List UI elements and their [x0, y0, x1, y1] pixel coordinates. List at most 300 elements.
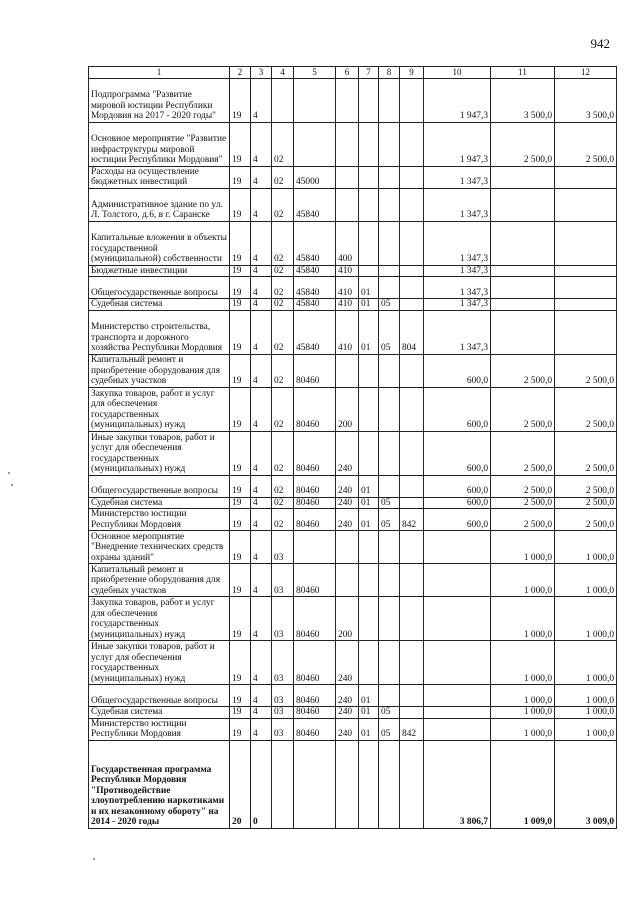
cell-col-4: 03	[272, 707, 294, 719]
scan-speck	[93, 858, 95, 860]
cell-col-6: 200	[336, 387, 359, 431]
cell-col-6	[336, 564, 359, 597]
table-row	[89, 497, 617, 509]
cell-col-5: 45840	[294, 221, 336, 265]
row-description: Бюджетные инвестиции	[89, 265, 230, 277]
cell-col-8: 05	[379, 497, 400, 509]
cell-col-6	[336, 166, 359, 188]
cell-col-2: 19	[230, 707, 251, 719]
table-row	[89, 531, 617, 564]
cell-col-6: 200	[336, 597, 359, 641]
cell-col-12: 1 000,0	[555, 707, 617, 719]
cell-col-6: 240	[336, 431, 359, 475]
cell-col-10: 600,0	[424, 431, 491, 475]
cell-col-3: 4	[251, 166, 272, 188]
column-header-12: 12	[555, 67, 617, 79]
cell-col-5: 80460	[294, 387, 336, 431]
table-row	[89, 431, 617, 475]
row-description: Иные закупки товаров, работ и услуг для обеспечения государственных (муниципальных) нужд	[89, 641, 230, 685]
cell-col-12: 1 000,0	[555, 597, 617, 641]
cell-col-2: 19	[230, 310, 251, 354]
cell-col-10	[424, 685, 491, 707]
cell-col-7: 01	[359, 685, 379, 707]
cell-col-5: 45840	[294, 265, 336, 277]
column-header-3: 3	[251, 67, 272, 79]
row-description: Министерство юстиции Республики Мордовия	[89, 509, 230, 531]
cell-col-4: 02	[272, 166, 294, 188]
cell-col-3: 4	[251, 188, 272, 221]
cell-col-4: 02	[272, 509, 294, 531]
cell-col-10: 600,0	[424, 497, 491, 509]
cell-col-11: 1 000,0	[491, 718, 555, 740]
cell-col-6: 410	[336, 277, 359, 299]
column-header-10: 10	[424, 67, 491, 79]
cell-col-8	[379, 166, 400, 188]
cell-col-10	[424, 564, 491, 597]
cell-col-7: 01	[359, 475, 379, 497]
cell-col-11: 2 500,0	[491, 497, 555, 509]
cell-col-7	[359, 166, 379, 188]
table-row	[89, 597, 617, 641]
cell-col-10: 1 347,3	[424, 166, 491, 188]
cell-col-5: 80460	[294, 685, 336, 707]
cell-col-2: 19	[230, 166, 251, 188]
cell-col-10	[424, 707, 491, 719]
table-row	[89, 641, 617, 685]
cell-col-5: 45840	[294, 310, 336, 354]
cell-col-4: 02	[272, 431, 294, 475]
cell-col-5: 80460	[294, 564, 336, 597]
cell-col-4: 02	[272, 221, 294, 265]
cell-col-9	[400, 277, 424, 299]
cell-col-10: 1 347,3	[424, 277, 491, 299]
row-description: Министерство строительства, транспорта и дорожного хозяйства Республики Мордовия	[89, 310, 230, 354]
cell-col-12: 1 000,0	[555, 718, 617, 740]
cell-col-11: 1 000,0	[491, 564, 555, 597]
cell-col-11: 1 000,0	[491, 597, 555, 641]
cell-col-4: 02	[272, 299, 294, 311]
cell-col-11: 3 500,0	[491, 78, 555, 122]
cell-col-11	[491, 188, 555, 221]
cell-col-7	[359, 564, 379, 597]
cell-col-8	[379, 641, 400, 685]
row-description: Капитальные вложения в объекты государственной (муниципальной) собственности	[89, 221, 230, 265]
cell-col-9	[400, 564, 424, 597]
cell-col-9	[400, 685, 424, 707]
table-row	[89, 265, 617, 277]
cell-col-9	[400, 78, 424, 122]
cell-col-11	[491, 310, 555, 354]
cell-col-7	[359, 387, 379, 431]
table-row	[89, 122, 617, 166]
cell-col-6: 240	[336, 509, 359, 531]
cell-col-7	[359, 431, 379, 475]
cell-col-11: 2 500,0	[491, 509, 555, 531]
cell-col-12	[555, 221, 617, 265]
cell-col-5: 80460	[294, 718, 336, 740]
cell-col-11: 2 500,0	[491, 354, 555, 387]
row-description: Общегосударственные вопросы	[89, 475, 230, 497]
row-description: Закупка товаров, работ и услуг для обеспечения государственных (муниципальных) нужд	[89, 597, 230, 641]
cell-col-8	[379, 78, 400, 122]
row-description: Общегосударственные вопросы	[89, 277, 230, 299]
cell-col-2: 19	[230, 78, 251, 122]
cell-col-7	[359, 597, 379, 641]
cell-col-9	[400, 166, 424, 188]
cell-col-3: 4	[251, 387, 272, 431]
cell-col-3: 4	[251, 431, 272, 475]
scan-speck	[11, 484, 13, 486]
cell-col-8	[379, 221, 400, 265]
cell-col-10: 3 806,7	[424, 740, 491, 828]
table-row	[89, 564, 617, 597]
cell-col-5: 45840	[294, 188, 336, 221]
cell-col-8: 05	[379, 718, 400, 740]
cell-col-5: 45000	[294, 166, 336, 188]
cell-col-4: 03	[272, 597, 294, 641]
table-row	[89, 387, 617, 431]
cell-col-8	[379, 685, 400, 707]
cell-col-2: 19	[230, 685, 251, 707]
cell-col-2: 19	[230, 564, 251, 597]
row-description: Государственная программа Республики Мордовия "Противодействие злоупотреблению наркотиками и их незаконному обороту" на 2014 - 2020 годы	[89, 740, 230, 828]
cell-col-3: 0	[251, 740, 272, 828]
cell-col-8	[379, 277, 400, 299]
table-row	[89, 299, 617, 311]
cell-col-7: 01	[359, 718, 379, 740]
column-header-4: 4	[272, 67, 294, 79]
column-header-6: 6	[336, 67, 359, 79]
cell-col-9	[400, 188, 424, 221]
cell-col-7	[359, 354, 379, 387]
cell-col-9	[400, 597, 424, 641]
table-row	[89, 475, 617, 497]
cell-col-2: 19	[230, 221, 251, 265]
cell-col-4: 02	[272, 188, 294, 221]
cell-col-10: 1 347,3	[424, 221, 491, 265]
row-description: Общегосударственные вопросы	[89, 685, 230, 707]
cell-col-5: 80460	[294, 497, 336, 509]
cell-col-5: 80460	[294, 509, 336, 531]
cell-col-2: 19	[230, 431, 251, 475]
cell-col-4: 02	[272, 277, 294, 299]
cell-col-3: 4	[251, 641, 272, 685]
cell-col-2: 19	[230, 387, 251, 431]
row-description: Министерство юстиции Республики Мордовия	[89, 718, 230, 740]
cell-col-7	[359, 221, 379, 265]
cell-col-12: 1 000,0	[555, 685, 617, 707]
cell-col-7	[359, 188, 379, 221]
row-description: Административное здание по ул. Л. Толстого, д.6, в г. Саранске	[89, 188, 230, 221]
table-row	[89, 509, 617, 531]
cell-col-11	[491, 265, 555, 277]
cell-col-11: 2 500,0	[491, 475, 555, 497]
cell-col-5: 45840	[294, 299, 336, 311]
cell-col-9	[400, 122, 424, 166]
cell-col-9	[400, 531, 424, 564]
cell-col-11	[491, 299, 555, 311]
cell-col-7	[359, 78, 379, 122]
cell-col-6	[336, 354, 359, 387]
cell-col-11: 1 000,0	[491, 531, 555, 564]
cell-col-2: 19	[230, 718, 251, 740]
row-description: Закупка товаров, работ и услуг для обеспечения государственных (муниципальных) нужд	[89, 387, 230, 431]
cell-col-4: 03	[272, 718, 294, 740]
column-header-5: 5	[294, 67, 336, 79]
cell-col-9: 842	[400, 718, 424, 740]
cell-col-3: 4	[251, 475, 272, 497]
row-description: Подпрограмма "Развитие мировой юстиции Республики Мордовия на 2017 - 2020 годы"	[89, 78, 230, 122]
table-row	[89, 707, 617, 719]
cell-col-10: 1 347,3	[424, 188, 491, 221]
row-description: Основное мероприятие "Внедрение технических средств охраны зданий"	[89, 531, 230, 564]
cell-col-9	[400, 475, 424, 497]
cell-col-5: 80460	[294, 431, 336, 475]
row-description: Расходы на осуществление бюджетных инвестиций	[89, 166, 230, 188]
cell-col-8	[379, 531, 400, 564]
cell-col-11: 2 500,0	[491, 122, 555, 166]
cell-col-8	[379, 597, 400, 641]
cell-col-6: 240	[336, 718, 359, 740]
cell-col-3: 4	[251, 597, 272, 641]
cell-col-2: 19	[230, 531, 251, 564]
cell-col-9	[400, 641, 424, 685]
cell-col-8: 05	[379, 310, 400, 354]
cell-col-7: 01	[359, 277, 379, 299]
cell-col-9	[400, 707, 424, 719]
cell-col-8	[379, 188, 400, 221]
column-header-11: 11	[491, 67, 555, 79]
cell-col-7: 01	[359, 299, 379, 311]
column-header-8: 8	[379, 67, 400, 79]
row-description: Иные закупки товаров, работ и услуг для обеспечения государственных (муниципальных) нужд	[89, 431, 230, 475]
cell-col-7	[359, 740, 379, 828]
cell-col-10: 1 947,3	[424, 78, 491, 122]
cell-col-6	[336, 740, 359, 828]
cell-col-12	[555, 299, 617, 311]
cell-col-6: 410	[336, 265, 359, 277]
cell-col-10: 1 347,3	[424, 265, 491, 277]
cell-col-4: 02	[272, 387, 294, 431]
cell-col-4: 02	[272, 497, 294, 509]
cell-col-7	[359, 641, 379, 685]
cell-col-10	[424, 531, 491, 564]
cell-col-5	[294, 531, 336, 564]
cell-col-6: 240	[336, 497, 359, 509]
cell-col-8: 05	[379, 707, 400, 719]
cell-col-3: 4	[251, 265, 272, 277]
cell-col-11: 2 500,0	[491, 387, 555, 431]
cell-col-3: 4	[251, 718, 272, 740]
cell-col-9	[400, 265, 424, 277]
column-header-7: 7	[359, 67, 379, 79]
cell-col-4: 02	[272, 310, 294, 354]
cell-col-11	[491, 277, 555, 299]
cell-col-12: 1 000,0	[555, 531, 617, 564]
cell-col-8	[379, 387, 400, 431]
table-row	[89, 166, 617, 188]
cell-col-4	[272, 78, 294, 122]
cell-col-2: 19	[230, 475, 251, 497]
cell-col-4	[272, 740, 294, 828]
cell-col-5	[294, 740, 336, 828]
cell-col-6: 240	[336, 641, 359, 685]
cell-col-10: 600,0	[424, 387, 491, 431]
cell-col-12: 2 500,0	[555, 354, 617, 387]
cell-col-12	[555, 188, 617, 221]
cell-col-6	[336, 188, 359, 221]
cell-col-12	[555, 265, 617, 277]
cell-col-11: 2 500,0	[491, 431, 555, 475]
cell-col-12: 3 009,0	[555, 740, 617, 828]
cell-col-3: 4	[251, 497, 272, 509]
cell-col-5: 45840	[294, 277, 336, 299]
cell-col-12: 2 500,0	[555, 387, 617, 431]
cell-col-5: 80460	[294, 475, 336, 497]
cell-col-12	[555, 310, 617, 354]
cell-col-2: 19	[230, 597, 251, 641]
cell-col-12: 3 500,0	[555, 78, 617, 122]
cell-col-2: 19	[230, 188, 251, 221]
table-header-row	[89, 67, 617, 79]
cell-col-2: 19	[230, 277, 251, 299]
cell-col-5: 80460	[294, 707, 336, 719]
cell-col-3: 4	[251, 299, 272, 311]
cell-col-9	[400, 497, 424, 509]
cell-col-6	[336, 531, 359, 564]
cell-col-6	[336, 78, 359, 122]
row-description: Судебная система	[89, 299, 230, 311]
cell-col-6: 410	[336, 310, 359, 354]
cell-col-3: 4	[251, 564, 272, 597]
cell-col-4: 02	[272, 122, 294, 166]
cell-col-4: 03	[272, 685, 294, 707]
cell-col-7	[359, 122, 379, 166]
cell-col-12	[555, 277, 617, 299]
cell-col-6: 410	[336, 299, 359, 311]
cell-col-11: 1 000,0	[491, 685, 555, 707]
table-row	[89, 221, 617, 265]
cell-col-9	[400, 387, 424, 431]
cell-col-3: 4	[251, 354, 272, 387]
table-row	[89, 354, 617, 387]
row-description: Судебная система	[89, 497, 230, 509]
cell-col-10	[424, 641, 491, 685]
cell-col-8	[379, 740, 400, 828]
cell-col-7: 01	[359, 310, 379, 354]
cell-col-8: 05	[379, 509, 400, 531]
cell-col-9: 804	[400, 310, 424, 354]
cell-col-12: 2 500,0	[555, 431, 617, 475]
row-description: Капитальный ремонт и приобретение оборудования для судебных участков	[89, 354, 230, 387]
cell-col-12: 2 500,0	[555, 475, 617, 497]
cell-col-6	[336, 122, 359, 166]
cell-col-12: 2 500,0	[555, 497, 617, 509]
scan-speck	[8, 472, 10, 474]
cell-col-12: 2 500,0	[555, 122, 617, 166]
cell-col-4: 03	[272, 641, 294, 685]
cell-col-2: 19	[230, 509, 251, 531]
cell-col-4: 03	[272, 564, 294, 597]
cell-col-10: 600,0	[424, 354, 491, 387]
cell-col-11	[491, 166, 555, 188]
table-row	[89, 310, 617, 354]
cell-col-3: 4	[251, 707, 272, 719]
cell-col-5	[294, 78, 336, 122]
cell-col-10: 600,0	[424, 475, 491, 497]
cell-col-2: 19	[230, 354, 251, 387]
cell-col-10	[424, 597, 491, 641]
cell-col-3: 4	[251, 78, 272, 122]
cell-col-9	[400, 740, 424, 828]
page-number: 942	[590, 36, 610, 51]
cell-col-4: 02	[272, 354, 294, 387]
cell-col-5: 80460	[294, 641, 336, 685]
cell-col-11	[491, 221, 555, 265]
row-description: Основное мероприятие "Развитие инфраструктуры мировой юстиции Республики Мордовия"	[89, 122, 230, 166]
cell-col-8	[379, 564, 400, 597]
cell-col-2: 19	[230, 641, 251, 685]
cell-col-8	[379, 122, 400, 166]
cell-col-3: 4	[251, 221, 272, 265]
cell-col-6: 400	[336, 221, 359, 265]
cell-col-8: 05	[379, 299, 400, 311]
cell-col-9: 842	[400, 509, 424, 531]
cell-col-5	[294, 122, 336, 166]
table-row	[89, 718, 617, 740]
cell-col-2: 19	[230, 265, 251, 277]
cell-col-4: 02	[272, 475, 294, 497]
column-header-2: 2	[230, 67, 251, 79]
cell-col-11: 1 000,0	[491, 641, 555, 685]
row-description: Судебная система	[89, 707, 230, 719]
budget-table	[88, 66, 617, 829]
cell-col-12: 1 000,0	[555, 564, 617, 597]
cell-col-2: 20	[230, 740, 251, 828]
cell-col-12	[555, 166, 617, 188]
cell-col-7: 01	[359, 509, 379, 531]
cell-col-10: 1 347,3	[424, 299, 491, 311]
cell-col-3: 4	[251, 531, 272, 564]
column-header-9: 9	[400, 67, 424, 79]
cell-col-8	[379, 265, 400, 277]
cell-col-9	[400, 221, 424, 265]
cell-col-9	[400, 431, 424, 475]
table-row	[89, 277, 617, 299]
column-header-1: 1	[89, 67, 230, 79]
table-row	[89, 188, 617, 221]
cell-col-3: 4	[251, 685, 272, 707]
cell-col-10: 600,0	[424, 509, 491, 531]
table-row	[89, 78, 617, 122]
cell-col-7: 01	[359, 497, 379, 509]
cell-col-9	[400, 299, 424, 311]
cell-col-11: 1 000,0	[491, 707, 555, 719]
cell-col-12: 2 500,0	[555, 509, 617, 531]
cell-col-8	[379, 354, 400, 387]
cell-col-6: 240	[336, 685, 359, 707]
table-row	[89, 740, 617, 828]
row-description: Капитальный ремонт и приобретение оборудования для судебных участков	[89, 564, 230, 597]
cell-col-3: 4	[251, 509, 272, 531]
cell-col-2: 19	[230, 497, 251, 509]
cell-col-4: 02	[272, 265, 294, 277]
cell-col-9	[400, 354, 424, 387]
table-body	[89, 78, 617, 828]
cell-col-3: 4	[251, 122, 272, 166]
cell-col-6: 240	[336, 707, 359, 719]
cell-col-8	[379, 431, 400, 475]
